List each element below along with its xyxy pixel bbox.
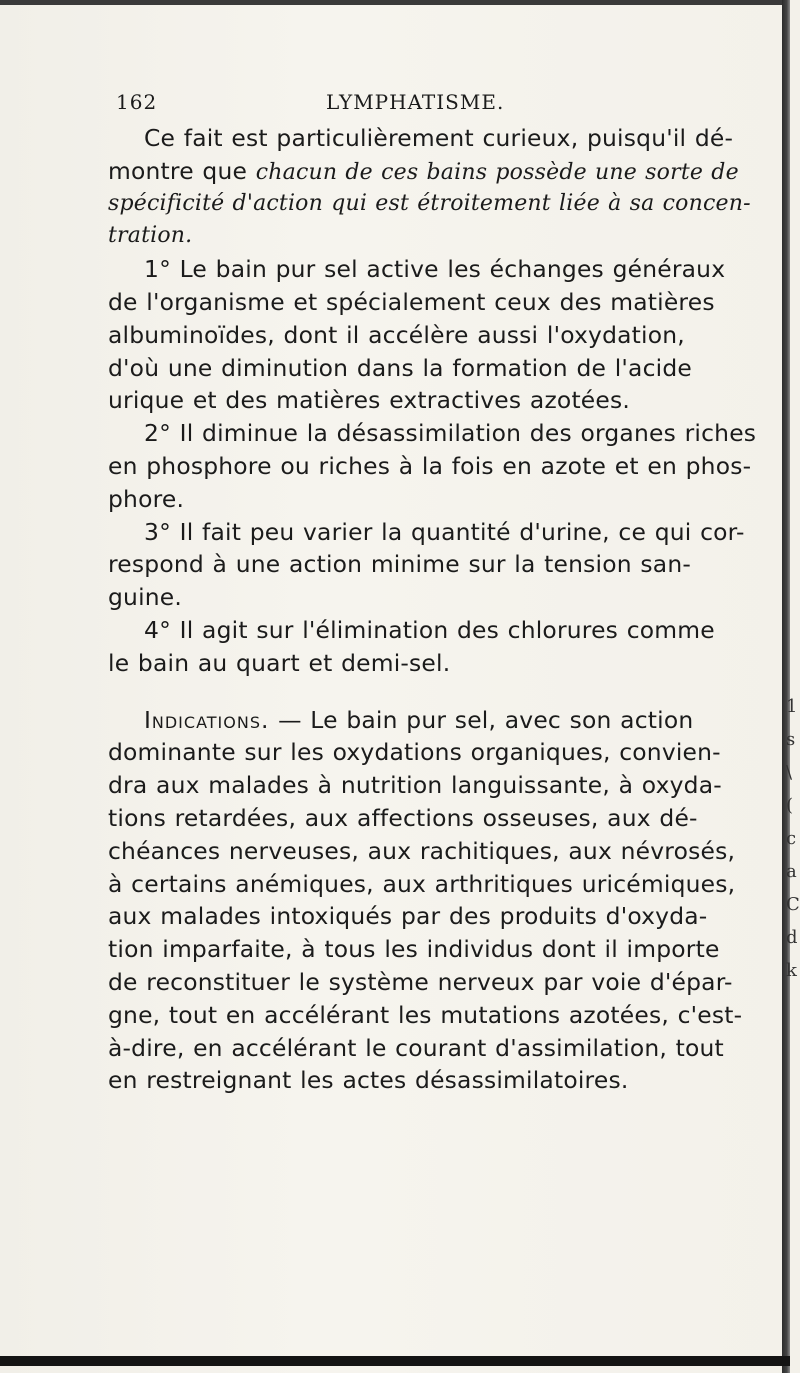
- text-line: 2° Il diminue la désassimilation des organes riches: [144, 419, 757, 448]
- text-span: montre que: [108, 156, 248, 185]
- text-span: — Le bain pur sel, avec son action: [269, 705, 694, 734]
- text-line: dra aux malades à nutrition languissante, à oxyda-: [108, 771, 722, 800]
- text-line: le bain au quart et demi-sel.: [108, 648, 451, 677]
- paragraph-indications: [108, 704, 776, 1098]
- text-line: albuminoïdes, dont il accélère aussi l'oxydation,: [108, 320, 685, 349]
- text-line: gne, tout en accélérant les mutations azotées, c'est-: [108, 1000, 743, 1029]
- text-line: phore.: [108, 484, 185, 513]
- paragraph-intro: [108, 122, 776, 253]
- paragraph-point-1: [108, 253, 776, 417]
- margin-glyph: s: [786, 729, 796, 750]
- running-title: LYMPHATISME.: [326, 90, 505, 114]
- margin-glyph: d: [786, 927, 798, 948]
- text-line: [108, 704, 776, 737]
- body-text: [108, 122, 776, 1097]
- margin-glyph: \: [786, 762, 793, 783]
- paragraph-point-4: [108, 614, 776, 680]
- text-line: Ce fait est particulièrement curieux, puisqu'il dé-: [144, 124, 734, 152]
- margin-glyph: 1: [786, 696, 798, 717]
- italic-text: chacun de ces bains possède une sorte de: [255, 159, 739, 185]
- paragraph-point-2: [108, 417, 776, 515]
- text-line: tion imparfaite, à tous les individus dont il importe: [108, 935, 720, 964]
- text-line: respond à une action minime sur la tension san-: [108, 550, 692, 579]
- right-edge-shadow: [782, 0, 790, 1373]
- text-line: en phosphore ou riches à la fois en azote et en phos-: [108, 451, 752, 480]
- paragraph-gap: [108, 680, 776, 704]
- text-line: 4° Il agit sur l'élimination des chlorures comme: [144, 615, 715, 644]
- top-edge-shadow: [0, 0, 790, 5]
- margin-glyph: c: [786, 828, 797, 849]
- margin-glyph: (: [786, 795, 794, 816]
- text-line: guine.: [108, 583, 183, 612]
- text-line: à certains anémiques, aux arthritiques uricémiques,: [108, 869, 736, 898]
- text-line: dominante sur les oxydations organiques, convien-: [108, 738, 721, 767]
- italic-text-line: spécificité d'action qui est étroitement liée à sa concen-: [108, 190, 751, 216]
- text-line: tions retardées, aux affections osseuses, aux dé-: [108, 803, 698, 832]
- text-line: d'où une diminution dans la formation de l'acide: [108, 353, 692, 382]
- text-line: de reconstituer le système nerveux par voie d'épar-: [108, 967, 733, 996]
- text-line: [108, 155, 776, 188]
- paragraph-point-3: [108, 516, 776, 614]
- italic-text-line: tration.: [108, 223, 193, 249]
- text-line: de l'organisme et spécialement ceux des matières: [108, 287, 715, 316]
- section-heading: Indications.: [144, 705, 270, 734]
- adjacent-page-margin-glyphs: [786, 690, 800, 987]
- text-line: urique et des matières extractives azotées.: [108, 386, 631, 415]
- margin-glyph: a: [786, 861, 797, 882]
- text-line: aux malades intoxiqués par des produits d'oxyda-: [108, 902, 708, 931]
- bottom-edge-shadow: [0, 1356, 790, 1366]
- running-head: [108, 86, 776, 122]
- margin-glyph: k: [786, 960, 797, 981]
- book-page: [108, 86, 776, 1097]
- margin-glyph: C: [786, 894, 800, 915]
- text-line: chéances nerveuses, aux rachitiques, aux névrosés,: [108, 836, 736, 865]
- page-number: 162: [116, 90, 158, 114]
- text-line: 1° Le bain pur sel active les échanges généraux: [144, 255, 726, 284]
- text-line: en restreignant les actes désassimilatoires.: [108, 1066, 629, 1095]
- text-line: à-dire, en accélérant le courant d'assimilation, tout: [108, 1033, 724, 1062]
- text-line: 3° Il fait peu varier la quantité d'urine, ce qui cor-: [144, 517, 745, 546]
